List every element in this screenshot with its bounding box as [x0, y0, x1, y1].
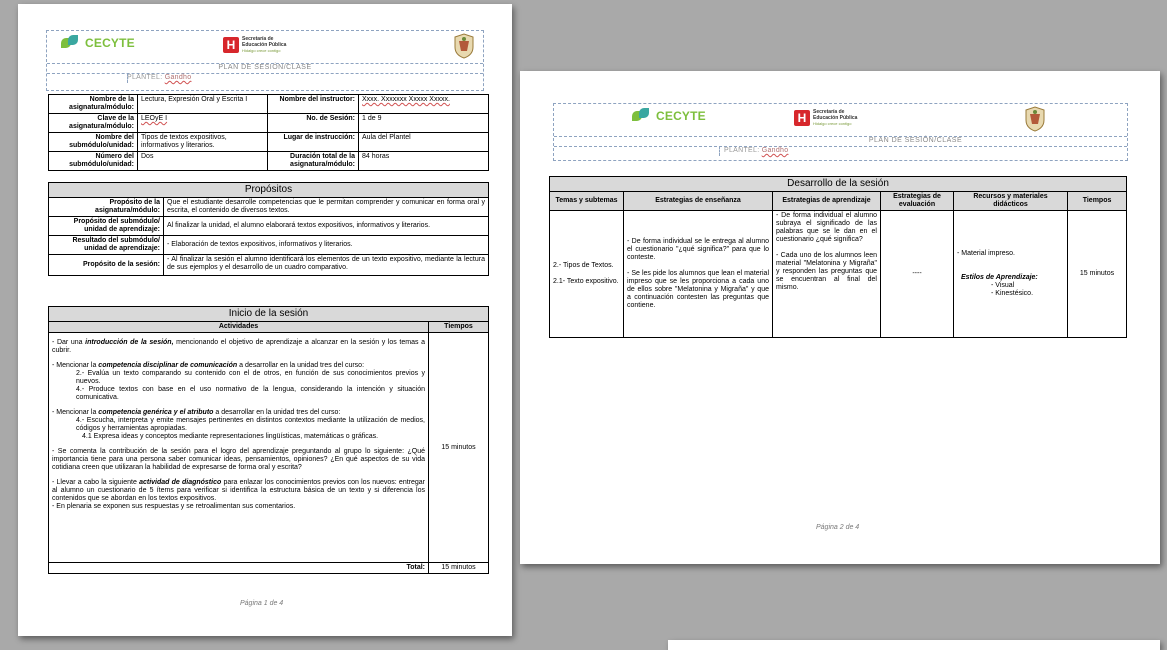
info-table: [48, 94, 489, 171]
cecyte-leaf-icon: [632, 108, 654, 124]
page-header: [553, 103, 1128, 161]
header-logos: [47, 31, 483, 64]
desarrollo-table: Desarrollo de la sesión Temas y subtemas Estrategias de enseñanza Estrategias de aprendizaje Estrategias de evaluación Recursos y materiales didácticos Tiempos 2.- Tipos de Textos. 2.1- Texto expositivo. - De forma individual se le entrega al alumno el cuestionario "¿qué significa?" para que lo conteste. - Se les pide los alumnos que lean el material impreso que se les proporciona a cada uno de ellos sobre "Melatonina y Migraña" y que a continuación contesten las preguntas que contiene. - De forma individual el alumno subraya el significado de las palabras que se le dan en el cuestionario ¿qué significa? - Cada uno de los alumnos leen material "Melatonina y Migraña" y responden las preguntas que se encuentran al final del mismo. ---- - Material impreso. Estilos de Aprendizaje: - Visual - Kinestésico. 15 minutos: [549, 176, 1127, 338]
cecyte-logo: CECYTE: [61, 35, 135, 51]
table-row: Clave de la asignatura/módulo: LEOyE I No. de Sesión: 1 de 9: [49, 114, 489, 133]
propositos-table: [48, 182, 489, 276]
sep-h-icon: H: [223, 37, 239, 53]
table-row: Nombre de la asignatura/módulo: Lectura, Expresión Oral y Escrita I Nombre del instructor: Xxxx. Xxxxxxx Xxxxx Xxxxx.: [49, 95, 489, 114]
cecyte-logo: CECYTE: [632, 108, 706, 124]
table-row: Nombre del submódulo/unidad: Tipos de textos expositivos, informativos y literarios. Lugar de instrucción: Aula del Plantel: [49, 133, 489, 152]
page-header: [46, 30, 484, 91]
hidalgo-shield-icon: [453, 33, 475, 59]
document-page-3-edge: [668, 640, 1160, 650]
hidalgo-shield-icon: [1024, 106, 1046, 132]
plan-title: PLAN DE SESIÓN/CLASE: [554, 136, 1127, 147]
table-row: 2.- Tipos de Textos. 2.1- Texto expositivo. - De forma individual se le entrega al alumno el cuestionario "¿qué significa?" para que lo conteste. - Se les pide los alumnos que lean el material impreso que se les proporciona a cada uno de ellos sobre "Melatonina y Migraña" y que a continuación contesten las preguntas que contiene. - De forma individual el alumno subraya el significado de las palabras que se le dan en el cuestionario ¿qué significa? - Cada uno de los alumnos leen material "Melatonina y Migraña" y responden las preguntas que se encuentran al final del mismo. ---- - Material impreso. Estilos de Aprendizaje: - Visual - Kinestésico. 15 minutos: [550, 211, 1127, 338]
table-row: Total: 15 minutos: [49, 563, 489, 574]
document-page-2: [520, 71, 1160, 564]
inicio-table: Inicio de la sesión Actividades Tiempos - Dar una introducción de la sesión, mencionando el objetivo de aprendizaje a alcanzar en la sesión y los temas a cubrir. - Mencionar la competencia disciplinar de comunicación a desarrollar en la unidad tres del curso: 2.- Evalúa un texto comparando su contenido con el de otros, en función de sus conocimientos previos y nuevos. 4.- Produce textos con base en el uso normativo de la lengua, considerando la intención y situación comunicativa. - Mencionar la competencia genérica y el atributo a desarrollar en la unidad tres del curso: 4.- Escucha, interpreta y emite mensajes pertinentes en distintos contextos mediante la utilización de medios, códigos y herramientas apropiadas. 4.1 Expresa ideas y conceptos mediante representaciones lingüísticas, matemáticas o gráficas. - Se comenta la contribución de la sesión para el logro del aprendizaje preguntando al grupo lo siguiente: ¿Qué importancia tiene para una persona saber comunicar ideas, pensamientos, opiniones? ¿En qué aspectos de su vida cotidiana creen que utilizaran la habilidad de expresarse de forma oral y escrita? - Llevar a cabo la siguiente actividad de diagnóstico para enlazar los conocimientos previos con los nuevos: entregar al alumno un cuestionario de 5 ítems para verificar si identifica la estructura básica de un texto y si diferencia los contenidos que se abordan en los textos expositivos. - En plenaria se exponen sus respuestas y se retroalimentan sus comentarios. 15 minutos Total: 15 minutos: [48, 306, 489, 574]
sep-logo: H Secretaría de Educación Pública Hidalgo crece contigo: [223, 36, 286, 54]
sep-h-icon: H: [794, 110, 810, 126]
desarrollo-title: Desarrollo de la sesión: [550, 177, 1127, 192]
cecyte-leaf-icon: [61, 35, 83, 51]
page-number: Página 2 de 4: [816, 524, 860, 531]
table-row: Propósito de la sesión: - Al finalizar la sesión el alumno identificará los elementos de un texto expositivo, mediante la lectura de sus ejemplos y el desarrollo de un cuadro comparativo.: [49, 255, 489, 276]
propositos-title: Propósitos: [49, 183, 489, 198]
inicio-title: Inicio de la sesión: [49, 307, 489, 322]
header-logos: [554, 104, 1127, 137]
table-row: Propósito de la asignatura/módulo: Que el estudiante desarrolle competencias que le permitan comprender y comunicar en forma oral y escrita, el contenido de diversos textos.: [49, 198, 489, 217]
plan-title: PLAN DE SESIÓN/CLASE: [47, 63, 483, 74]
sep-logo: H Secretaría de Educación Pública Hidalgo crece contigo: [794, 109, 857, 127]
table-row: Número del submódulo/unidad: Dos Duración total de la asignatura/módulo: 84 horas: [49, 152, 489, 171]
document-page-1: [18, 4, 512, 636]
table-row: Propósito del submódulo/ unidad de aprendizaje: Al finalizar la unidad, el alumno elaborará textos expositivos, informativos y literarios.: [49, 217, 489, 236]
page-number: Página 1 de 4: [240, 600, 284, 607]
plantel-line: PLANTEL: Gandho: [724, 147, 789, 154]
table-row: - Dar una introducción de la sesión, mencionando el objetivo de aprendizaje a alcanzar en la sesión y los temas a cubrir. - Mencionar la competencia disciplinar de comunicación a desarrollar en la unidad tres del curso: 2.- Evalúa un texto comparando su contenido con el de otros, en función de sus conocimientos previos y nuevos. 4.- Produce textos con base en el uso normativo de la lengua, considerando la intención y situación comunicativa. - Mencionar la competencia genérica y el atributo a desarrollar en la unidad tres del curso: 4.- Escucha, interpreta y emite mensajes pertinentes en distintos contextos mediante la utilización de medios, códigos y herramientas apropiadas. 4.1 Expresa ideas y conceptos mediante representaciones lingüísticas, matemáticas o gráficas. - Se comenta la contribución de la sesión para el logro del aprendizaje preguntando al grupo lo siguiente: ¿Qué importancia tiene para una persona saber comunicar ideas, pensamientos, opiniones? ¿En qué aspectos de su vida cotidiana creen que utilizaran la habilidad de expresarse de forma oral y escrita? - Llevar a cabo la siguiente actividad de diagnóstico para enlazar los conocimientos previos con los nuevos: entregar al alumno un cuestionario de 5 ítems para verificar si identifica la estructura básica de un texto y si diferencia los contenidos que se abordan en los textos expositivos. - En plenaria se exponen sus respuestas y se retroalimentan sus comentarios. 15 minutos: [49, 333, 489, 563]
plantel-line: PLANTEL: Gandho: [127, 74, 192, 81]
actividades-cell: - Dar una introducción de la sesión, mencionando el objetivo de aprendizaje a alcanzar en la sesión y los temas a cubrir. - Mencionar la competencia disciplinar de comunicación a desarrollar en la unidad tres del curso: 2.- Evalúa un texto comparando su contenido con el de otros, en función de sus conocimientos previos y nuevos. 4.- Produce textos con base en el uso normativo de la lengua, considerando la intención y situación comunicativa. - Mencionar la competencia genérica y el atributo a desarrollar en la unidad tres del curso: 4.- Escucha, interpreta y emite mensajes pertinentes en distintos contextos mediante la utilización de medios, códigos y herramientas apropiadas. 4.1 Expresa ideas y conceptos mediante representaciones lingüísticas, matemáticas o gráficas. - Se comenta la contribución de la sesión para el logro del aprendizaje preguntando al grupo lo siguiente: ¿Qué importancia tiene para una persona saber comunicar ideas, pensamientos, opiniones? ¿En qué aspectos de su vida cotidiana creen que utilizaran la habilidad de expresarse de forma oral y escrita? - Llevar a cabo la siguiente actividad de diagnóstico para enlazar los conocimientos previos con los nuevos: entregar al alumno un cuestionario de 5 ítems para verificar si identifica la estructura básica de un texto y si diferencia los contenidos que se abordan en los textos expositivos. - En plenaria se exponen sus respuestas y se retroalimentan sus comentarios.: [49, 333, 429, 563]
table-row: Resultado del submódulo/ unidad de aprendizaje: - Elaboración de textos expositivos, informativos y literarios.: [49, 236, 489, 255]
